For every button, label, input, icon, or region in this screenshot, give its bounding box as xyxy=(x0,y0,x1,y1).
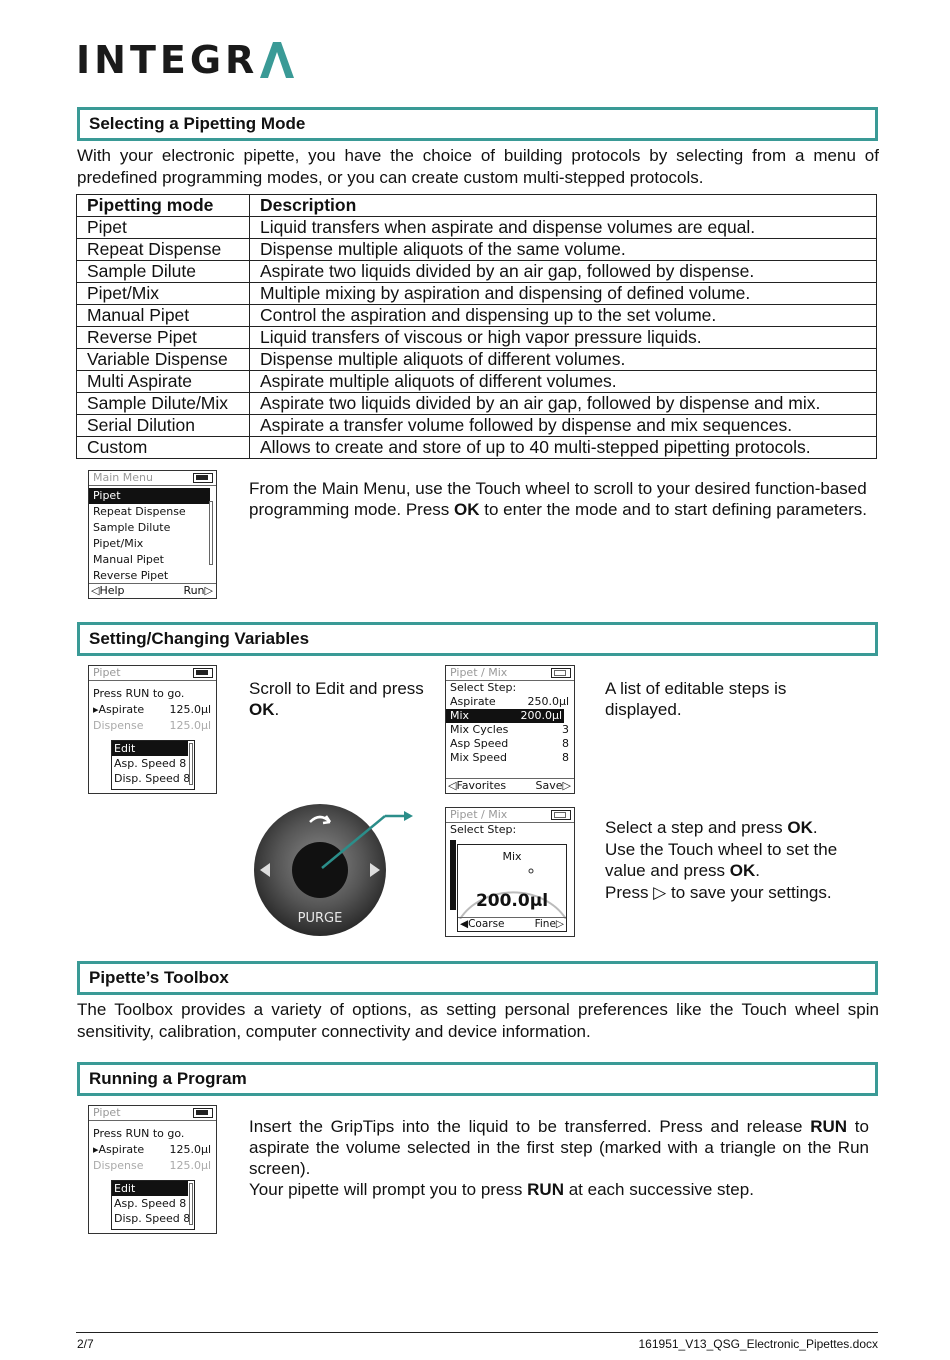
run-key-text: RUN xyxy=(810,1117,848,1136)
screen-title: Main Menu xyxy=(93,471,153,484)
step-label: Mix Cycles xyxy=(450,723,509,736)
pointer-arrow-icon xyxy=(404,811,413,821)
run-key-text: RUN xyxy=(527,1180,564,1199)
help-softkey[interactable]: ◁Help xyxy=(91,584,125,597)
text-fragment: Insert the GripTips into the liquid to be transferred. Press and release xyxy=(249,1117,811,1136)
dispense-value: 125.0µl xyxy=(169,1159,211,1172)
table-header-row xyxy=(77,195,877,217)
popup-item-edit[interactable]: Edit xyxy=(112,1181,188,1196)
description-cell: Aspirate a transfer volume followed by dispense and mix sequences. xyxy=(250,415,877,437)
description-cell: Aspirate two liquids divided by an air gap, followed by dispense and mix. xyxy=(250,393,877,415)
pipetting-modes-table xyxy=(76,194,877,459)
scrollbar[interactable] xyxy=(189,743,193,785)
selected-step-marker xyxy=(450,840,456,910)
ok-center-button[interactable] xyxy=(292,842,348,898)
toolbox-paragraph: The Toolbox provides a variety of options, as setting personal preferences like the Touch wheel spin sensitivity, calibration, computer connectivity and device information. xyxy=(77,1000,879,1041)
run-softkey[interactable]: Run▷ xyxy=(183,584,213,597)
text-fragment: From the Main Menu, use the Touch wheel to scroll to your desired function-based programming mode. Press xyxy=(249,479,867,519)
text-fragment: Select a step and press xyxy=(605,818,788,837)
description-cell: Dispense multiple aliquots of different volumes. xyxy=(250,349,877,371)
ok-key-text: OK xyxy=(787,818,813,837)
running-paragraph-2 xyxy=(249,1179,869,1200)
popup-value: 200.0µl xyxy=(475,891,549,911)
table-row xyxy=(77,415,877,437)
battery-icon xyxy=(551,668,571,678)
step-mix-cycles[interactable] xyxy=(446,723,574,737)
aspirate-row xyxy=(89,702,216,718)
screen-header xyxy=(89,666,216,681)
menu-item-manual-pipet[interactable]: Manual Pipet xyxy=(93,553,164,566)
dispense-row xyxy=(89,1158,216,1174)
column-header-description: Description xyxy=(250,195,877,217)
text-fragment: at each successive step. xyxy=(563,1180,754,1199)
popup-item-disp-speed[interactable]: Disp. Speed 8 xyxy=(114,772,191,785)
table-row xyxy=(77,349,877,371)
list-instructions: A list of editable steps is displayed. xyxy=(605,679,787,719)
pipet-screen xyxy=(88,665,217,794)
ok-key-text: OK xyxy=(249,700,275,719)
step-value: 8 xyxy=(562,751,569,764)
popup-footer xyxy=(458,917,566,931)
scroll-instructions xyxy=(249,678,429,720)
screen-title: Pipet / Mix xyxy=(450,808,508,821)
screen-header xyxy=(446,666,574,681)
battery-icon xyxy=(193,668,213,678)
table-row xyxy=(77,371,877,393)
select-step-label: Select Step: xyxy=(450,681,517,694)
screen-title: Pipet / Mix xyxy=(450,666,508,679)
step-asp-speed[interactable] xyxy=(446,737,574,751)
aspirate-label: ▸Aspirate xyxy=(93,703,145,716)
mix-edit-screen xyxy=(445,807,575,937)
step-value: 200.0µl xyxy=(520,709,562,722)
logo-text: INTEGR xyxy=(76,38,259,82)
select-instructions xyxy=(605,817,875,903)
step-aspirate[interactable] xyxy=(446,695,574,709)
table-row xyxy=(77,217,877,239)
mode-cell: Serial Dilution xyxy=(77,415,250,437)
options-popup xyxy=(111,1180,195,1230)
step-value: 8 xyxy=(562,737,569,750)
description-cell: Control the aspiration and dispensing up to the set volume. xyxy=(250,305,877,327)
dispense-value: 125.0µl xyxy=(169,719,211,732)
column-header-mode: Pipetting mode xyxy=(77,195,250,217)
mode-cell: Variable Dispense xyxy=(77,349,250,371)
step-label: Aspirate xyxy=(450,695,496,708)
options-popup xyxy=(111,740,195,790)
run-screen xyxy=(88,1105,217,1234)
menu-item-sample-dilute[interactable]: Sample Dilute xyxy=(93,521,171,534)
step-label: Mix xyxy=(450,709,470,722)
select-line-2 xyxy=(605,839,875,882)
table-row xyxy=(77,261,877,283)
screen-header xyxy=(89,471,216,486)
menu-item-reverse-pipet[interactable]: Reverse Pipet xyxy=(93,569,169,582)
table-row xyxy=(77,283,877,305)
description-cell: Multiple mixing by aspiration and dispensing of defined volume. xyxy=(250,283,877,305)
integra-logo xyxy=(76,38,294,82)
description-cell: Liquid transfers when aspirate and dispense volumes are equal. xyxy=(250,217,877,239)
menu-item-repeat-dispense[interactable]: Repeat Dispense xyxy=(93,505,186,518)
battery-icon xyxy=(551,810,571,820)
table-row xyxy=(77,393,877,415)
run-prompt: Press RUN to go. xyxy=(93,687,185,700)
mode-cell: Custom xyxy=(77,437,250,459)
battery-icon xyxy=(193,473,213,483)
table-row xyxy=(77,305,877,327)
screen-title: Pipet xyxy=(93,1106,121,1119)
dispense-label: Dispense xyxy=(93,719,144,732)
mode-cell: Pipet xyxy=(77,217,250,239)
aspirate-row xyxy=(89,1142,216,1158)
section-header-running: Running a Program xyxy=(77,1062,878,1096)
fine-softkey[interactable]: Fine▷ xyxy=(534,918,564,930)
screen-header xyxy=(89,1106,216,1121)
run-prompt: Press RUN to go. xyxy=(93,1127,185,1140)
popup-item-asp-speed[interactable]: Asp. Speed 8 xyxy=(114,757,187,770)
mode-cell: Manual Pipet xyxy=(77,305,250,327)
description-cell: Aspirate multiple aliquots of different volumes. xyxy=(250,371,877,393)
popup-item-disp-speed[interactable]: Disp. Speed 8 xyxy=(114,1212,191,1225)
intro-paragraph: With your electronic pipette, you have the choice of building protocols by selecting from a menu of predefined programming modes, or you can create custom multi-stepped protocols. xyxy=(77,146,879,187)
select-line-1 xyxy=(605,817,875,839)
running-paragraph-1 xyxy=(249,1116,869,1179)
ok-key-text: OK xyxy=(729,861,756,880)
value-edit-popup xyxy=(457,844,567,932)
step-value: 250.0µl xyxy=(527,695,569,708)
screen-title: Pipet xyxy=(93,666,121,679)
aspirate-value: 125.0µl xyxy=(169,703,211,716)
document-filename: 161951_V13_QSG_Electronic_Pipettes.docx xyxy=(638,1337,878,1351)
dispense-label: Dispense xyxy=(93,1159,144,1172)
dispense-row xyxy=(89,718,216,734)
mode-cell: Reverse Pipet xyxy=(77,327,250,349)
main-menu-screen xyxy=(88,470,217,599)
mode-cell: Repeat Dispense xyxy=(77,239,250,261)
popup-item-asp-speed[interactable]: Asp. Speed 8 xyxy=(114,1197,187,1210)
menu-item-pipet[interactable]: Pipet xyxy=(89,488,210,504)
select-line-3: Press ▷ to save your settings. xyxy=(605,882,832,902)
description-cell: Liquid transfers of viscous or high vapor pressure liquids. xyxy=(250,327,877,349)
touch-wheel-image xyxy=(250,800,415,940)
logo-lambda-icon xyxy=(260,42,294,78)
mode-cell: Multi Aspirate xyxy=(77,371,250,393)
mode-cell: Pipet/Mix xyxy=(77,283,250,305)
scrollbar[interactable] xyxy=(189,1183,193,1225)
aspirate-label: ▸Aspirate xyxy=(93,1143,145,1156)
text-fragment: to aspirate the volume selected in the first step (marked with a triangle on the Run screen). xyxy=(249,1117,869,1178)
step-label: Mix Speed xyxy=(450,751,508,764)
popup-title: Mix xyxy=(502,850,522,863)
section-header-variables: Setting/Changing Variables xyxy=(77,622,878,656)
favorites-softkey[interactable]: ◁Favorites xyxy=(448,779,507,792)
section-header-pipetting-mode: Selecting a Pipetting Mode xyxy=(77,107,878,141)
table-row xyxy=(77,239,877,261)
text-fragment: . xyxy=(755,861,760,880)
description-cell: Dispense multiple aliquots of the same volume. xyxy=(250,239,877,261)
purge-label: PURGE xyxy=(297,911,343,926)
table-row xyxy=(77,327,877,349)
save-softkey[interactable]: Save▷ xyxy=(535,779,571,792)
scrollbar[interactable] xyxy=(209,501,213,565)
table-row xyxy=(77,437,877,459)
text-fragment: Scroll to Edit and press xyxy=(249,679,424,698)
footer-divider xyxy=(76,1332,878,1333)
coarse-softkey[interactable]: ◀Coarse xyxy=(460,918,505,930)
screen-header xyxy=(446,808,574,823)
screen-footer xyxy=(89,583,216,598)
running-instructions xyxy=(249,1116,869,1200)
battery-icon xyxy=(193,1108,213,1118)
text-fragment: Use the Touch wheel to set the value and press xyxy=(605,839,838,880)
section-header-toolbox: Pipette’s Toolbox xyxy=(77,961,878,995)
step-label: Asp Speed xyxy=(450,737,509,750)
select-step-label: Select Step: xyxy=(450,823,517,836)
menu-item-pipet-mix[interactable]: Pipet/Mix xyxy=(93,537,144,550)
page-number: 2/7 xyxy=(77,1337,94,1351)
screen-footer xyxy=(446,778,574,793)
mode-cell: Sample Dilute/Mix xyxy=(77,393,250,415)
main-menu-instructions xyxy=(249,478,874,520)
aspirate-value: 125.0µl xyxy=(169,1143,211,1156)
text-fragment: . xyxy=(812,818,818,837)
mode-cell: Sample Dilute xyxy=(77,261,250,283)
popup-item-edit[interactable]: Edit xyxy=(112,741,188,756)
step-value: 3 xyxy=(562,723,569,736)
text-fragment: to enter the mode and to start defining parameters. xyxy=(479,500,867,519)
step-mix[interactable] xyxy=(446,709,564,723)
step-mix-speed[interactable] xyxy=(446,751,574,765)
text-fragment: Your pipette will prompt you to press xyxy=(249,1180,528,1199)
ok-key-text: OK xyxy=(454,500,480,519)
description-cell: Allows to create and store of up to 40 multi-stepped pipetting protocols. xyxy=(250,437,877,459)
pipet-mix-screen xyxy=(445,665,575,794)
text-fragment: . xyxy=(274,700,280,719)
description-cell: Aspirate two liquids divided by an air gap, followed by dispense. xyxy=(250,261,877,283)
